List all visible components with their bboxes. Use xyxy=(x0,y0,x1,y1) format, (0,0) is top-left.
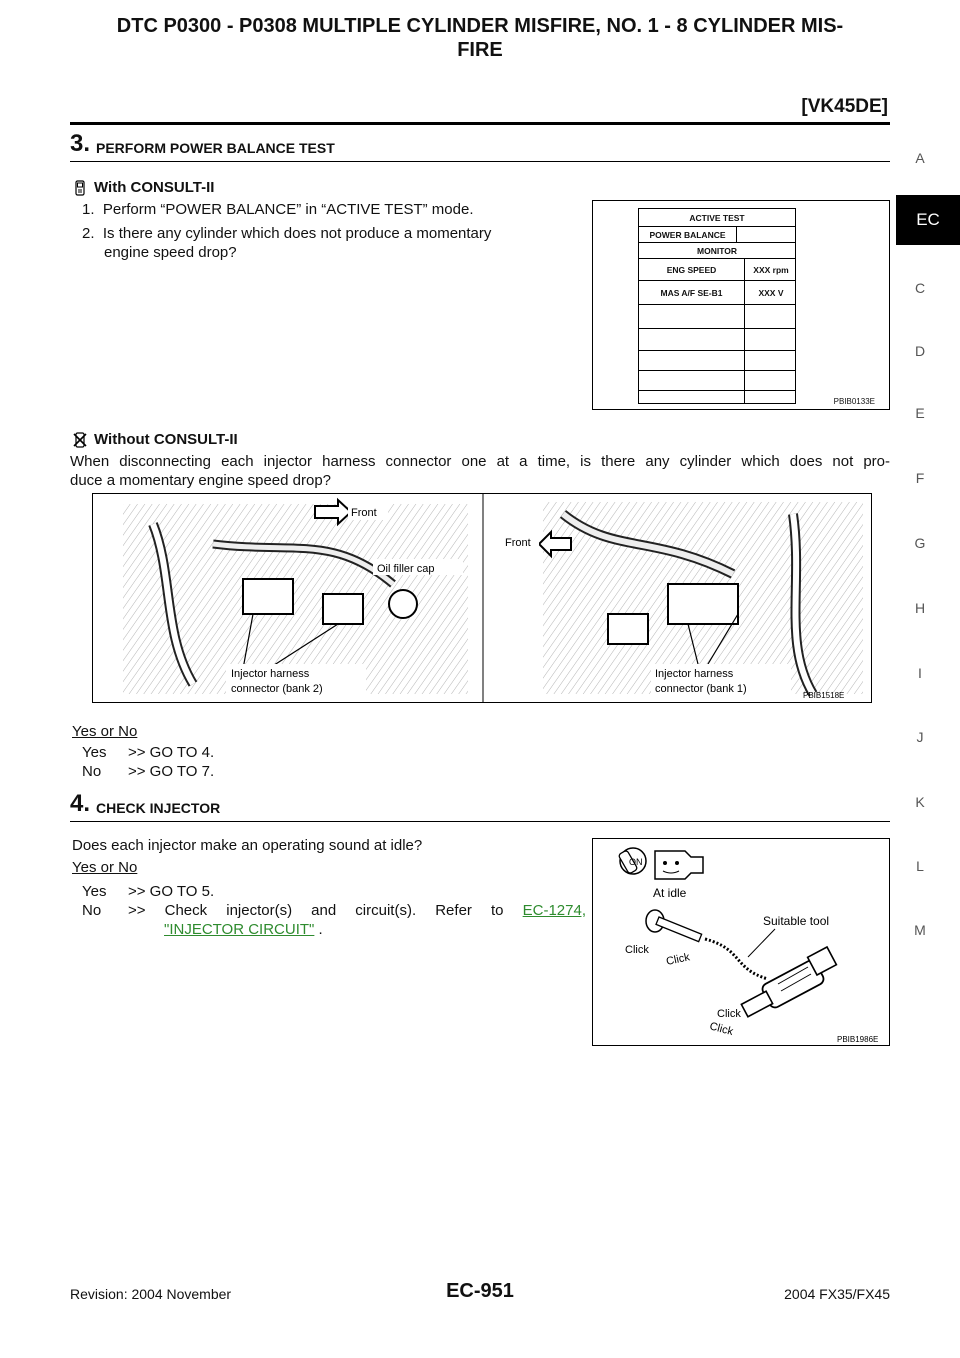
without-line1: When disconnecting each injector harness connector one at a time, is there any cylinder which does not pro- xyxy=(70,453,890,470)
step-4-heading xyxy=(70,790,890,822)
at-power-balance-row xyxy=(639,227,795,243)
side-index-h[interactable]: H xyxy=(914,600,926,616)
power-balance-label: POWER BALANCE xyxy=(639,227,737,242)
page-title-line1: DTC P0300 - P0308 MULTIPLE CYLINDER MISFIRE, NO. 1 - 8 CYLINDER MIS- xyxy=(116,15,844,37)
footer-model: 2004 FX35/FX45 xyxy=(784,1286,890,1302)
step-title: PERFORM POWER BALANCE TEST xyxy=(96,140,335,156)
at-title-row xyxy=(639,209,795,227)
active-test-screen xyxy=(638,208,796,404)
injector-bank2-line2: connector (bank 2) xyxy=(231,683,323,695)
click-label-3: Click xyxy=(717,1008,741,1020)
step3-no-row xyxy=(82,762,214,781)
at-empty-row xyxy=(639,329,795,351)
side-index-d[interactable]: D xyxy=(914,343,926,359)
engine-running-icon xyxy=(655,851,703,879)
at-row-1 xyxy=(639,259,795,281)
oil-filler-cap-label: Oil filler cap xyxy=(377,563,435,575)
ec-1274-link[interactable]: EC-1274, xyxy=(522,902,586,919)
side-index-ec-active[interactable]: EC xyxy=(896,195,960,245)
engine-bay-figure xyxy=(92,493,872,703)
item-text-line1: Is there any cylinder which does not produce a momentary xyxy=(102,225,492,242)
no-consult-icon xyxy=(72,432,88,448)
at-empty-row xyxy=(639,371,795,391)
item-text: Perform “POWER BALANCE” in “ACTIVE TEST” mode. xyxy=(102,201,474,218)
no-value: >> GO TO 7. xyxy=(128,763,215,780)
consult-icon xyxy=(72,180,88,196)
step-title: CHECK INJECTOR xyxy=(96,800,221,816)
injector-icon xyxy=(741,947,836,1017)
page-title-line2: FIRE xyxy=(457,39,503,61)
side-index-i[interactable]: I xyxy=(918,665,922,681)
item-number: 2. xyxy=(82,225,95,242)
with-consult-text: With CONSULT-II xyxy=(94,179,215,196)
header-rule xyxy=(70,122,890,125)
side-index-l[interactable]: L xyxy=(916,858,924,874)
step4-question: Does each injector make an operating sound at idle? xyxy=(72,837,423,854)
suitable-tool-label: Suitable tool xyxy=(763,914,830,928)
without-consult-body xyxy=(70,452,890,490)
yes-value: >> GO TO 5. xyxy=(128,883,215,900)
side-index-j[interactable]: J xyxy=(916,729,924,745)
side-index xyxy=(896,0,960,1358)
active-test-figure xyxy=(592,200,890,410)
side-index-f[interactable]: F xyxy=(915,470,925,486)
no-key: No xyxy=(82,902,102,919)
step4-no-row xyxy=(82,901,586,939)
step-number: 3. xyxy=(70,130,91,157)
no-key: No xyxy=(82,763,102,780)
injector-figure xyxy=(592,838,890,1046)
at-row-2 xyxy=(639,281,795,305)
with-consult-label xyxy=(72,178,214,197)
side-index-m[interactable]: M xyxy=(914,922,926,938)
click-label-2: Click xyxy=(665,951,691,968)
engine-bay-illustration xyxy=(93,494,872,703)
figure-code: PBIB1986E xyxy=(837,1035,879,1044)
at-empty-row xyxy=(639,351,795,371)
step3-item2 xyxy=(82,224,587,262)
without-consult-label xyxy=(72,430,238,449)
at-monitor-row xyxy=(639,243,795,259)
yes-key: Yes xyxy=(82,744,107,761)
side-index-a[interactable]: A xyxy=(915,150,925,166)
no-value: >> Check injector(s) and circuit(s). Refer to xyxy=(128,902,504,919)
no-tail: . xyxy=(318,921,323,938)
ignition-on-icon xyxy=(618,848,646,874)
front-label-right: Front xyxy=(505,537,531,549)
figure-code: PBIB1518E xyxy=(803,691,845,700)
injector-bank2-line1: Injector harness xyxy=(231,668,310,680)
front-label-left: Front xyxy=(351,507,377,519)
item-text-line2: engine speed drop? xyxy=(104,244,237,261)
yes-or-no-label: Yes or No xyxy=(72,859,138,876)
side-index-k[interactable]: K xyxy=(915,794,925,810)
without-line2: duce a momentary engine speed drop? xyxy=(70,472,332,489)
at-empty-row xyxy=(639,391,795,404)
yes-key: Yes xyxy=(82,883,107,900)
click-label-4: Click xyxy=(708,1020,735,1039)
injector-illustration xyxy=(593,839,891,1047)
step4-yes-row xyxy=(82,882,214,901)
step-3-heading xyxy=(70,130,890,162)
side-index-c[interactable]: C xyxy=(914,280,926,296)
at-empty-row xyxy=(639,305,795,329)
yes-value: >> GO TO 4. xyxy=(128,744,215,761)
maf-label: MAS A/F SE-B1 xyxy=(639,281,745,304)
step-number: 4. xyxy=(70,790,91,817)
injector-circuit-link[interactable]: "INJECTOR CIRCUIT" xyxy=(164,921,315,938)
side-index-e[interactable]: E xyxy=(915,405,925,421)
item-number: 1. xyxy=(82,201,95,218)
engine-code: [VK45DE] xyxy=(801,96,888,117)
on-label: ON xyxy=(629,857,643,867)
figure-code: PBIB0133E xyxy=(833,397,875,406)
stethoscope-icon xyxy=(646,910,775,979)
click-label-1: Click xyxy=(625,944,649,956)
monitor-label: MONITOR xyxy=(697,245,737,256)
at-idle-label: At idle xyxy=(653,886,687,900)
step3-item1 xyxy=(82,200,474,219)
step3-yes-row xyxy=(82,743,214,762)
injector-bank1-line2: connector (bank 1) xyxy=(655,683,747,695)
yes-or-no-label: Yes or No xyxy=(72,723,138,740)
page-title xyxy=(90,14,870,62)
eng-speed-label: ENG SPEED xyxy=(639,259,745,280)
side-index-g[interactable]: G xyxy=(914,535,926,551)
injector-bank1-line1: Injector harness xyxy=(655,668,734,680)
maf-value: XXX V xyxy=(758,287,784,298)
footer-page-number: EC-951 xyxy=(446,1280,514,1302)
footer-revision: Revision: 2004 November xyxy=(70,1286,232,1302)
without-consult-text: Without CONSULT-II xyxy=(94,431,238,448)
eng-speed-value: XXX rpm xyxy=(753,264,789,275)
active-test-title: ACTIVE TEST xyxy=(689,212,745,223)
